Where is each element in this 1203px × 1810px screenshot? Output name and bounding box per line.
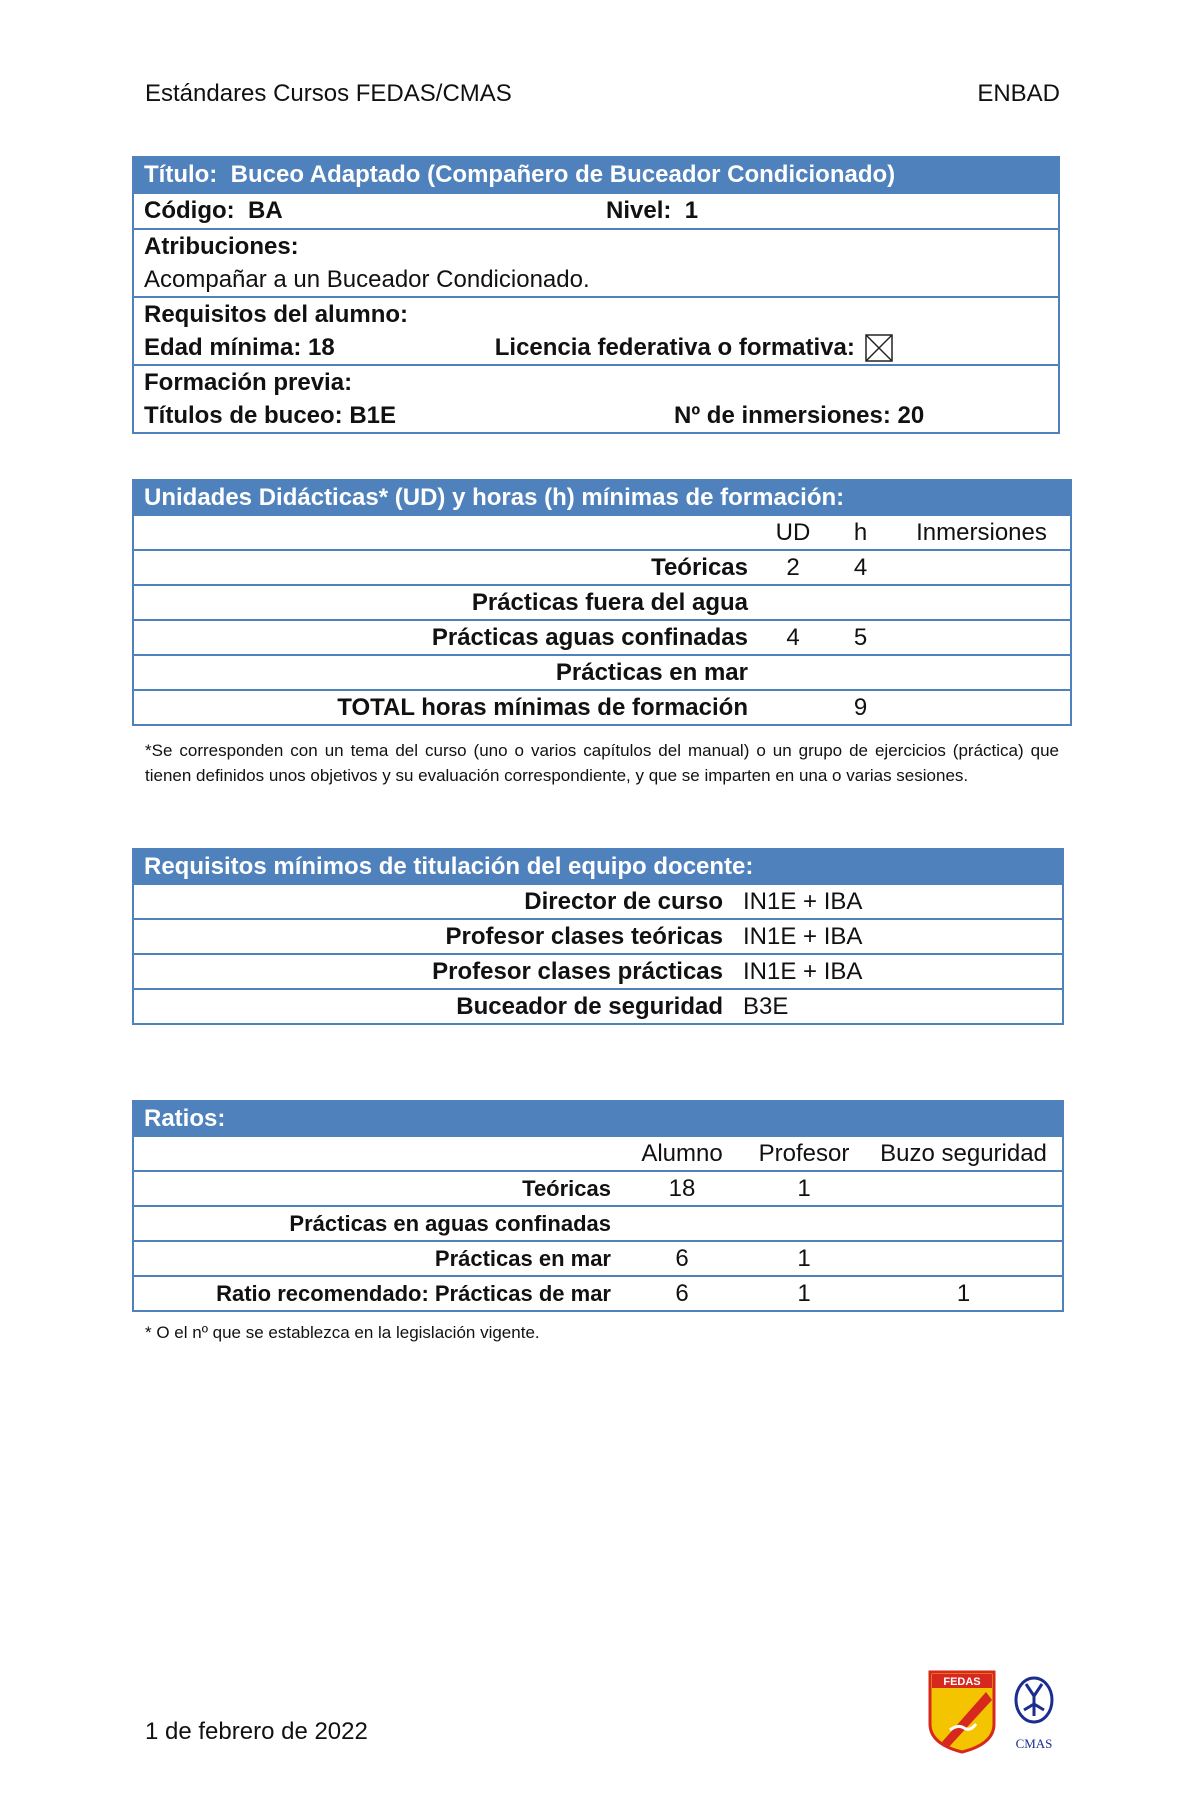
ratio-teacher: 1 xyxy=(743,1241,865,1276)
svg-text:FEDAS: FEDAS xyxy=(943,1676,981,1688)
row-h: 9 xyxy=(828,690,893,725)
table-row xyxy=(133,884,1063,919)
staff-qualification: B3E xyxy=(733,989,1063,1024)
title-value: Buceo Adaptado (Compañero de Buceador Condicionado) xyxy=(230,161,896,188)
table-row xyxy=(133,1276,1063,1311)
header-right-text: ENBAD xyxy=(977,80,1060,107)
ratio-safety xyxy=(865,1241,1063,1276)
staff-role: Buceador de seguridad xyxy=(133,989,733,1024)
table-row xyxy=(133,690,1071,725)
ratio-safety xyxy=(865,1206,1063,1241)
course-title-cell xyxy=(133,157,1059,193)
col-safety-diver: Buzo seguridad xyxy=(865,1136,1063,1171)
table-row xyxy=(133,1241,1063,1276)
min-age-label: Edad mínima: xyxy=(144,334,302,361)
table-row xyxy=(133,919,1063,954)
row-ud xyxy=(758,655,828,690)
ratios-footnote: * O el nº que se establezca en la legislación vigente. xyxy=(145,1323,540,1342)
staff-qualification: IN1E + IBA xyxy=(733,919,1063,954)
table-row xyxy=(133,550,1071,585)
attributions-label: Atribuciones: xyxy=(144,233,299,260)
ratio-teacher: 1 xyxy=(743,1276,865,1311)
row-label: Prácticas aguas confinadas xyxy=(133,620,758,655)
table-row xyxy=(133,1171,1063,1206)
table-row xyxy=(133,989,1063,1024)
row-ud: 4 xyxy=(758,620,828,655)
title-label: Título: xyxy=(144,161,218,188)
svg-text:CMAS: CMAS xyxy=(1015,1736,1053,1751)
fedas-logo xyxy=(930,1672,994,1752)
diving-titles-value: B1E xyxy=(349,402,397,429)
col-ud: UD xyxy=(758,515,828,550)
code-value: BA xyxy=(247,197,283,224)
ratio-safety xyxy=(865,1171,1063,1206)
requirements-label: Requisitos del alumno: xyxy=(144,301,409,328)
table-row xyxy=(133,954,1063,989)
row-label: Teóricas xyxy=(133,550,758,585)
min-age-value: 18 xyxy=(308,334,335,361)
row-h xyxy=(828,585,893,620)
table-row xyxy=(133,655,1071,690)
row-label: Prácticas fuera del agua xyxy=(133,585,758,620)
row-h: 5 xyxy=(828,620,893,655)
license-checkbox-icon xyxy=(865,334,893,362)
ratio-label: Teóricas xyxy=(133,1171,621,1206)
row-label: TOTAL horas mínimas de formación xyxy=(133,690,758,725)
attributions-value: Acompañar a un Buceador Condicionado. xyxy=(144,266,590,293)
row-dives xyxy=(893,655,1071,690)
staff-role: Profesor clases prácticas xyxy=(133,954,733,989)
cmas-logo xyxy=(1016,1678,1053,1751)
ratios-table xyxy=(132,1100,1064,1312)
col-dives: Inmersiones xyxy=(893,515,1071,550)
row-h xyxy=(828,655,893,690)
code-cell xyxy=(133,193,596,229)
row-dives xyxy=(893,585,1071,620)
ratios-title: Ratios: xyxy=(133,1101,1063,1136)
staff-qualification: IN1E + IBA xyxy=(733,884,1063,919)
ratio-teacher xyxy=(743,1206,865,1241)
diving-titles-label: Títulos de buceo: xyxy=(144,402,343,429)
footer-date: 1 de febrero de 2022 xyxy=(145,1718,368,1745)
ratio-label: Ratio recomendado: Prácticas de mar xyxy=(133,1276,621,1311)
level-label: Nivel: xyxy=(606,197,672,224)
attributions-cell xyxy=(133,229,1059,297)
table-row xyxy=(133,620,1071,655)
requirements-cell xyxy=(133,297,1059,365)
staff-qualification: IN1E + IBA xyxy=(733,954,1063,989)
table-row xyxy=(133,585,1071,620)
prior-training-cell xyxy=(133,365,1059,433)
dives-label: Nº de inmersiones: 20 xyxy=(674,402,925,429)
row-ud xyxy=(758,690,828,725)
row-h: 4 xyxy=(828,550,893,585)
row-ud xyxy=(758,585,828,620)
prior-training-label: Formación previa: xyxy=(144,369,353,396)
row-ud: 2 xyxy=(758,550,828,585)
ratio-student: 6 xyxy=(621,1241,743,1276)
col-teacher: Profesor xyxy=(743,1136,865,1171)
level-value: 1 xyxy=(684,197,699,224)
units-title: Unidades Didácticas* (UD) y horas (h) mínimas de formación: xyxy=(133,480,1071,515)
staff-role: Profesor clases teóricas xyxy=(133,919,733,954)
ratio-student: 6 xyxy=(621,1276,743,1311)
ratio-teacher: 1 xyxy=(743,1171,865,1206)
row-label: Prácticas en mar xyxy=(133,655,758,690)
ratio-label: Prácticas en mar xyxy=(133,1241,621,1276)
level-cell xyxy=(596,193,1059,229)
logos xyxy=(928,1670,1060,1754)
units-footnote: *Se corresponden con un tema del curso (uno o varios capítulos del manual) o un grupo de ejercicios (práctica) que tienen definidos unos objetivos y su evaluación correspondiente, y que se imparten en una o varias sesiones. xyxy=(145,741,1059,785)
staff-table xyxy=(132,848,1064,1025)
col-student: Alumno xyxy=(621,1136,743,1171)
row-dives xyxy=(893,690,1071,725)
col-h: h xyxy=(828,515,893,550)
row-dives xyxy=(893,620,1071,655)
ratio-safety: 1 xyxy=(865,1276,1063,1311)
staff-title: Requisitos mínimos de titulación del equipo docente: xyxy=(133,849,1063,884)
staff-role: Director de curso xyxy=(133,884,733,919)
ratio-label: Prácticas en aguas confinadas xyxy=(133,1206,621,1241)
header-left-text: Estándares Cursos FEDAS/CMAS xyxy=(145,80,512,107)
ratio-student xyxy=(621,1206,743,1241)
ratio-student: 18 xyxy=(621,1171,743,1206)
license-label: Licencia federativa o formativa: xyxy=(494,334,855,361)
code-label: Código: xyxy=(144,197,235,224)
row-dives xyxy=(893,550,1071,585)
course-info-table xyxy=(132,156,1060,434)
table-row xyxy=(133,1206,1063,1241)
units-table xyxy=(132,479,1072,726)
